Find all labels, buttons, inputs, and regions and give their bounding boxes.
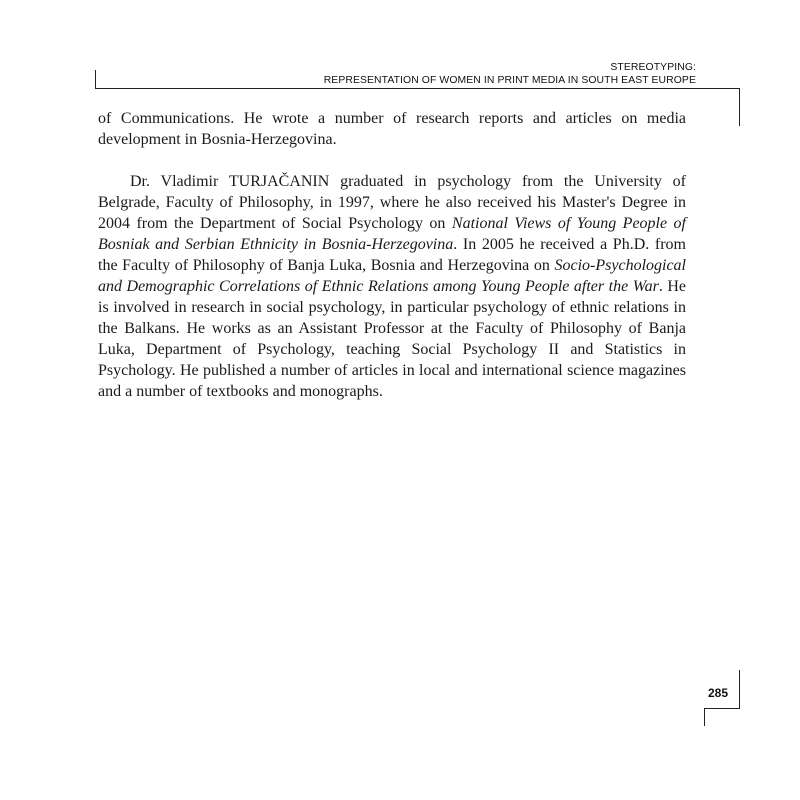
thesis-title-masters: National Views of Young People of Bosniak and Serbian Ethnicity in Bosnia-Herzegovina xyxy=(98,215,686,253)
header-rule-left xyxy=(95,70,96,88)
header-rule-right xyxy=(739,88,740,126)
paragraph-2-text-1: Dr. Vladimir TURJAČANIN graduated in psychology from the University of Belgrade, Faculty of Philosophy, in 1997, where he also received his Master's Degree in 2004 from the Department of Social Psychology on xyxy=(98,173,686,232)
header-line-1: STEREOTYPING: xyxy=(610,62,696,73)
page-number: 285 xyxy=(708,686,729,700)
header-rule xyxy=(95,88,740,89)
thesis-title-phd: Socio-Psychological and Demographic Correlations of Ethnic Relations among Young People after the War xyxy=(98,257,686,295)
paragraph-1: of Communications. He wrote a number of research reports and articles on media development in Bosnia-Herzegovina. xyxy=(98,110,686,148)
page-number-rule-horizontal xyxy=(704,708,740,709)
page-number-rule-tick xyxy=(704,708,705,726)
running-header xyxy=(324,61,696,87)
header-line-2: REPRESENTATION OF WOMEN IN PRINT MEDIA IN SOUTH EAST EUROPE xyxy=(323,75,696,86)
body-text xyxy=(98,108,686,402)
paragraph-2-text-3: . He is involved in research in social psychology, in particular psychology of ethnic relations in the Balkans. He works as an Assistant Professor at the Faculty of Philosophy of Banja Luka, Department of Psychology, teaching Social Psychology II and Statistics in Psychology. He published a number of articles in local and international science magazines and a number of textbooks and monographs. xyxy=(98,278,687,400)
paragraph-2 xyxy=(98,171,686,402)
page-number-rule-vertical xyxy=(739,670,740,708)
paragraph-2-text-2: . In 2005 he received a Ph.D. from the Faculty of Philosophy of Banja Luka, Bosnia and Herzegovina on xyxy=(98,236,687,274)
